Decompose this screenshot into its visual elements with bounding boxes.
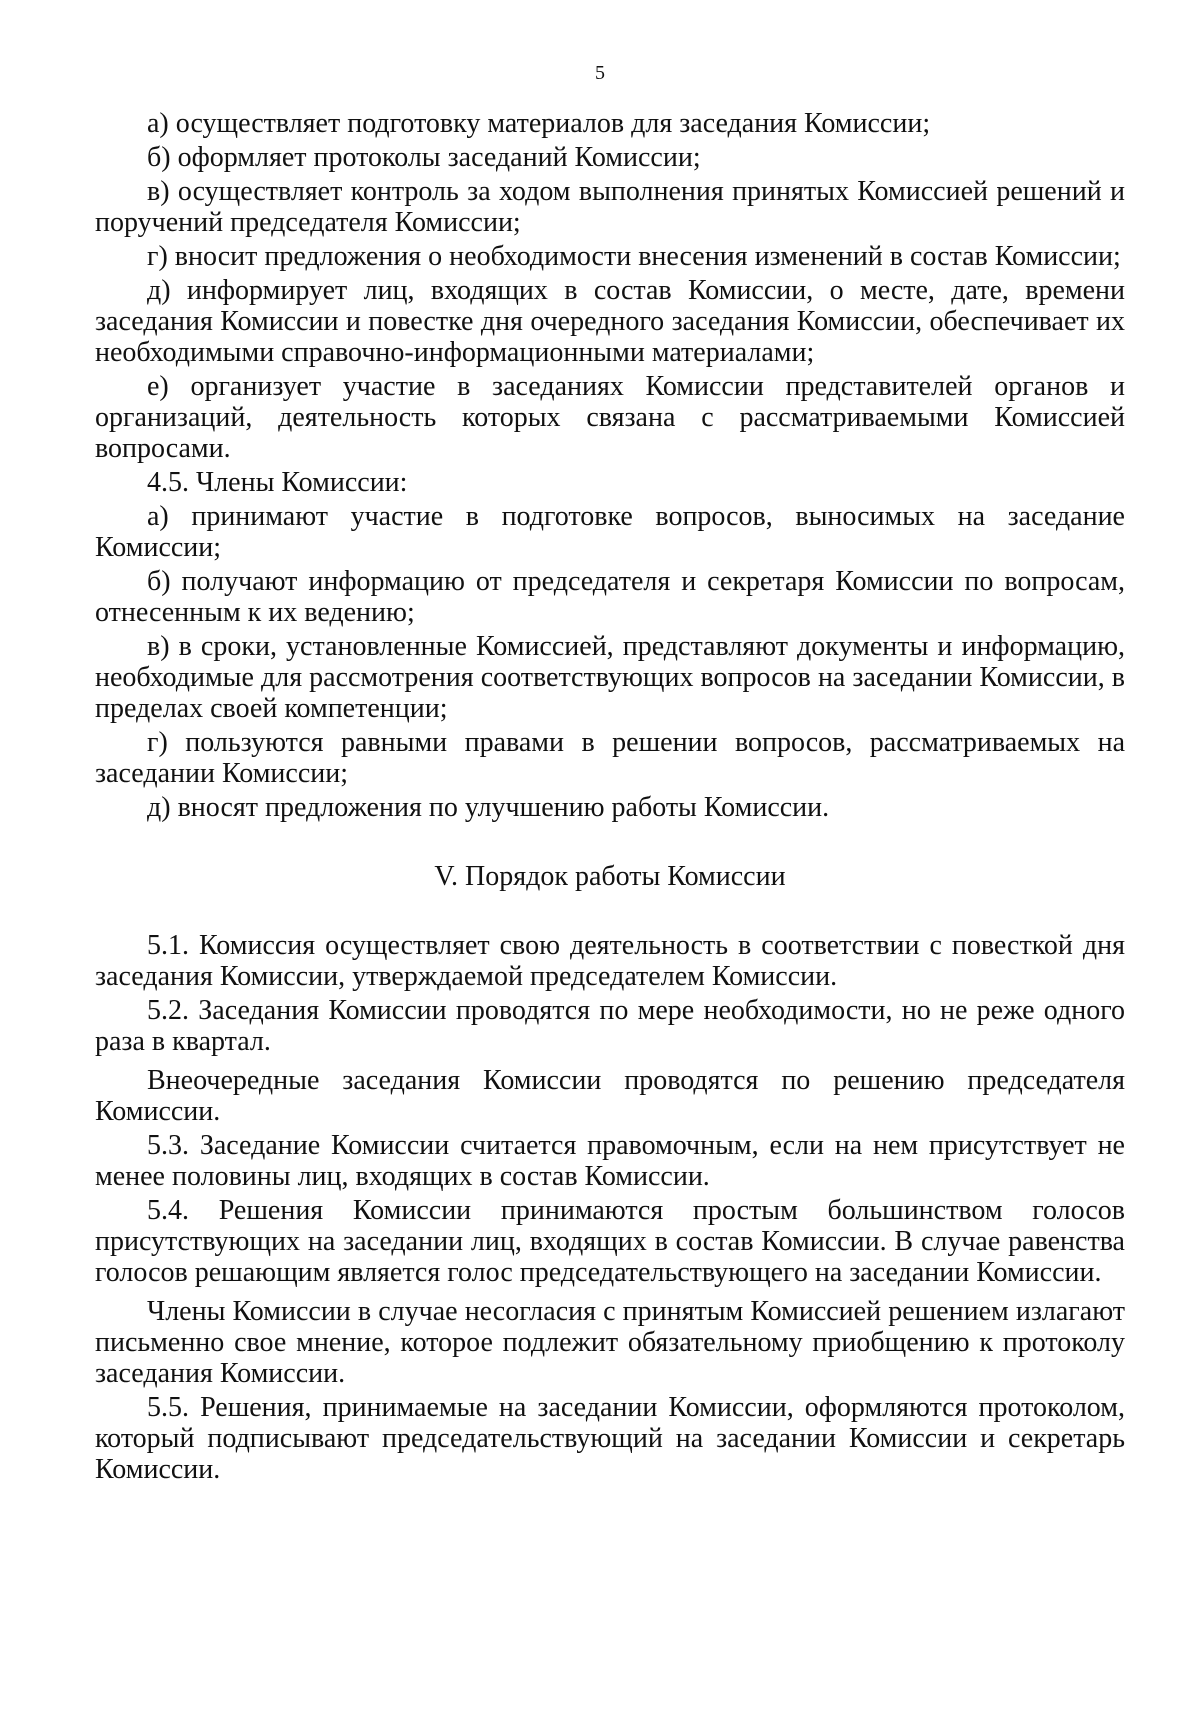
paragraph: д) информирует лиц, входящих в состав Комиссии, о месте, дате, времени заседания Комиссии и повестке дня очередного заседания Комиссии, обеспечивает их необходимыми справочно-информационными материалами; xyxy=(95,275,1125,368)
paragraph: а) осуществляет подготовку материалов для заседания Комиссии; xyxy=(147,108,931,139)
page-number: 5 xyxy=(595,62,605,84)
paragraph: г) пользуются равными правами в решении вопросов, рассматриваемых на заседании Комиссии; xyxy=(95,727,1125,789)
paragraph: б) оформляет протоколы заседаний Комиссии; xyxy=(147,142,701,173)
paragraph: е) организует участие в заседаниях Комиссии представителей органов и организаций, деятельность которых связана с рассматриваемыми Комиссией вопросами. xyxy=(95,371,1125,464)
document-body xyxy=(95,108,1125,1488)
paragraph: 5.3. Заседание Комиссии считается правомочным, если на нем присутствует не менее половины лиц, входящих в состав Комиссии. xyxy=(95,1130,1125,1192)
paragraph: Члены Комиссии в случае несогласия с принятым Комиссией решением излагают письменно свое мнение, которое подлежит обязательному приобщению к протоколу заседания Комиссии. xyxy=(95,1296,1125,1389)
paragraph: 4.5. Члены Комиссии: xyxy=(147,467,408,498)
paragraph: д) вносят предложения по улучшению работы Комиссии. xyxy=(147,792,830,823)
paragraph: 5.1. Комиссия осуществляет свою деятельность в соответствии с повесткой дня заседания Комиссии, утверждаемой председателем Комиссии. xyxy=(95,930,1125,992)
section-heading: V. Порядок работы Комиссии xyxy=(434,861,786,892)
paragraph: в) осуществляет контроль за ходом выполнения принятых Комиссией решений и поручений председателя Комиссии; xyxy=(95,176,1125,238)
paragraph: а) принимают участие в подготовке вопросов, выносимых на заседание Комиссии; xyxy=(95,501,1125,563)
paragraph: 5.2. Заседания Комиссии проводятся по мере необходимости, но не реже одного раза в квартал. xyxy=(95,995,1125,1057)
paragraph: б) получают информацию от председателя и секретаря Комиссии по вопросам, отнесенным к их ведению; xyxy=(95,566,1125,628)
paragraph: 5.5. Решения, принимаемые на заседании Комиссии, оформляются протоколом, который подписывают председательствующий на заседании Комиссии и секретарь Комиссии. xyxy=(95,1392,1125,1485)
paragraph: г) вносит предложения о необходимости внесения изменений в состав Комиссии; xyxy=(147,241,1121,272)
paragraph: в) в сроки, установленные Комиссией, представляют документы и информацию, необходимые для рассмотрения соответствующих вопросов на заседании Комиссии, в пределах своей компетенции; xyxy=(95,631,1125,724)
paragraph: 5.4. Решения Комиссии принимаются простым большинством голосов присутствующих на заседании лиц, входящих в состав Комиссии. В случае равенства голосов решающим является голос председательствующего на заседании Комиссии. xyxy=(95,1195,1125,1288)
paragraph: Внеочередные заседания Комиссии проводятся по решению председателя Комиссии. xyxy=(95,1065,1125,1127)
